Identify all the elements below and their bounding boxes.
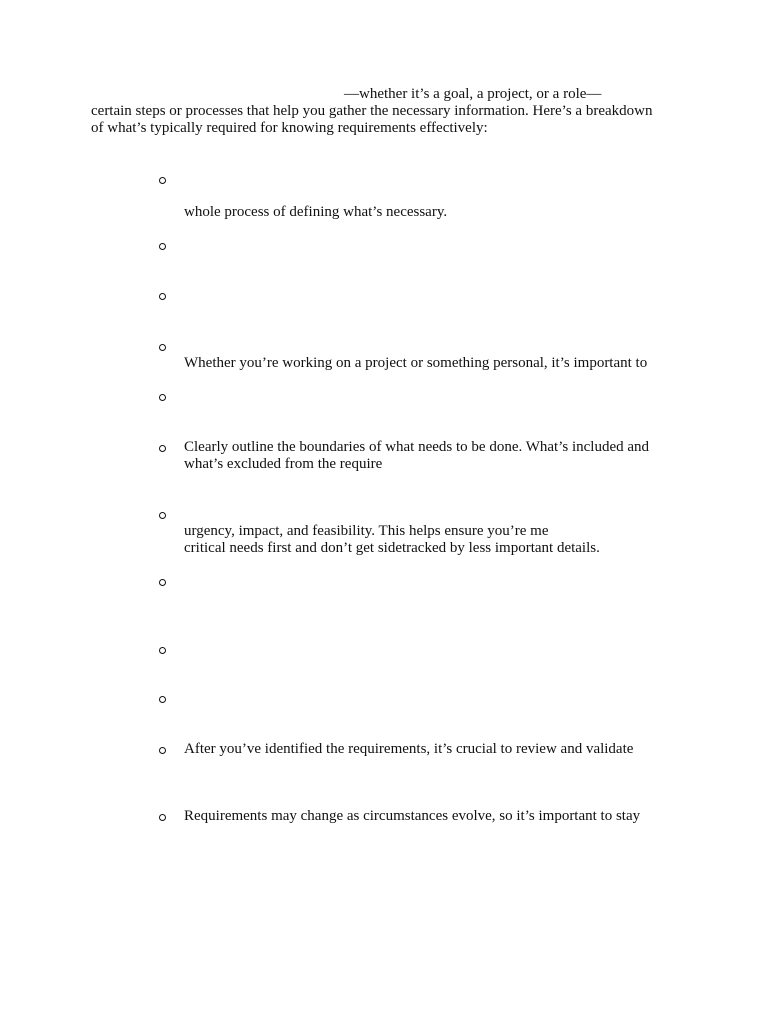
hollow-bullet-icon bbox=[159, 343, 169, 354]
hollow-bullet-icon bbox=[159, 444, 169, 455]
list-item-text: what’s excluded from the require bbox=[184, 456, 383, 472]
hollow-bullet-icon bbox=[159, 746, 169, 757]
hollow-bullet-icon bbox=[159, 292, 169, 303]
hollow-bullet-icon bbox=[159, 813, 169, 824]
hollow-bullet-icon bbox=[159, 393, 169, 404]
hollow-bullet-icon bbox=[159, 578, 169, 589]
list-item-text: Whether you’re working on a project or something personal, it’s important to bbox=[184, 355, 648, 371]
hollow-bullet-icon bbox=[159, 176, 169, 187]
hollow-bullet-icon bbox=[159, 511, 169, 522]
list-item-text: Clearly outline the boundaries of what needs to be done. What’s included and bbox=[184, 439, 650, 455]
hollow-bullet-icon bbox=[159, 242, 169, 253]
list-item-text: critical needs first and don’t get sidetracked by less important details. bbox=[184, 540, 600, 556]
list-item-text: urgency, impact, and feasibility. This helps ensure you’re me bbox=[184, 523, 549, 539]
list-item-text: Requirements may change as circumstances evolve, so it’s important to stay bbox=[184, 808, 641, 824]
intro-line-3: of what’s typically required for knowing requirements effectively: bbox=[91, 120, 488, 136]
intro-line-1: —whether it’s a goal, a project, or a role— bbox=[344, 86, 602, 102]
list-item-text: After you’ve identified the requirements, it’s crucial to review and validate bbox=[184, 741, 634, 757]
list-item-text: whole process of defining what’s necessary. bbox=[184, 204, 448, 220]
intro-line-2: certain steps or processes that help you gather the necessary information. Here’s a breakdown bbox=[91, 103, 653, 119]
hollow-bullet-icon bbox=[159, 646, 169, 657]
hollow-bullet-icon bbox=[159, 695, 169, 706]
